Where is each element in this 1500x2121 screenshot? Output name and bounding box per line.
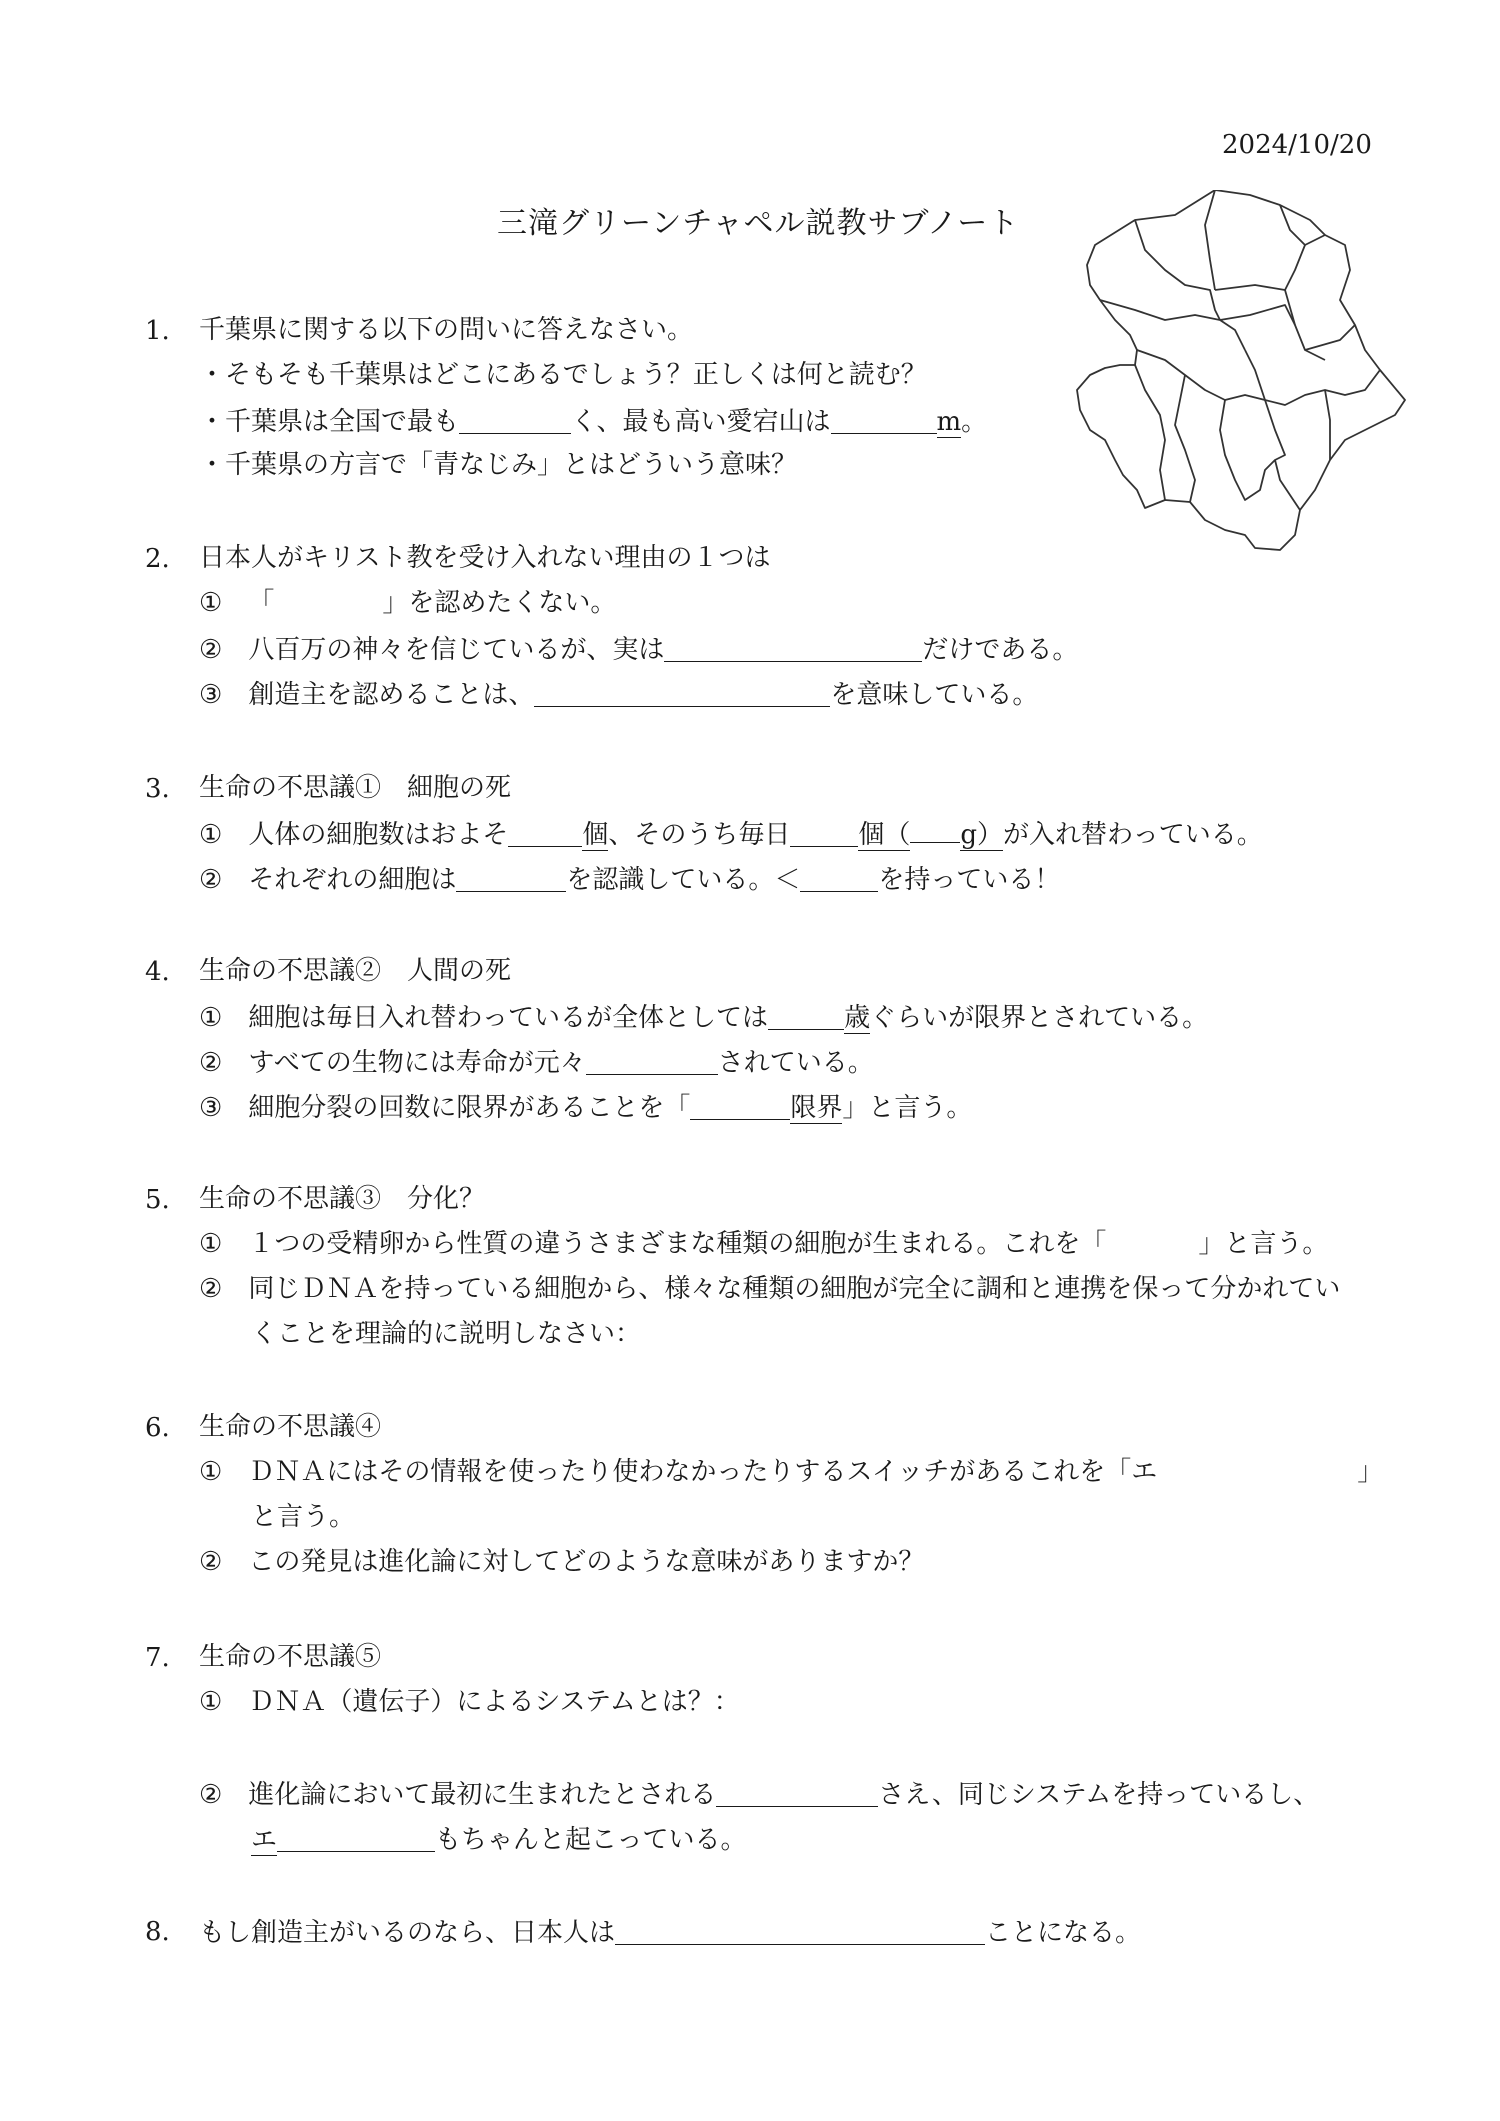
q3-item2: ② それぞれの細胞は を認識している。＜ を持っている！ (199, 865, 1061, 895)
q3-number: 3. (145, 774, 170, 804)
q1-line1: ・そもそも千葉県はどこにあるでしょう？正しくは何と読む？ (199, 360, 927, 390)
q7-blank-1[interactable] (716, 1780, 878, 1807)
q3-item1: ① 人体の細胞数はおよそ 個、そのうち毎日 個（ g）が入れ替わっている。 (199, 820, 1263, 850)
q5-number: 5. (145, 1185, 170, 1215)
q6-text: 生命の不思議④ (199, 1412, 382, 1442)
q3-text: 生命の不思議① 細胞の死 (199, 773, 512, 803)
page-title: 三滝グリーンチャペル説教サブノート (497, 206, 1020, 241)
q4-blank-3[interactable] (690, 1093, 790, 1120)
chiba-map-illustration (1075, 190, 1415, 560)
q2-item2: ② 八百万の神々を信じているが、実は だけである。 (199, 635, 1079, 665)
q7-text: 生命の不思議⑤ (199, 1642, 382, 1672)
date-label: 2024/10/20 (1222, 130, 1372, 160)
q2-number: 2. (145, 544, 170, 574)
q2-text: 日本人がキリスト教を受け入れない理由の１つは (199, 543, 771, 573)
q2-blank-2[interactable] (664, 635, 922, 662)
q2-item1: ① 「 」を認めたくない。 (199, 588, 617, 618)
q7-item2-cont: エ もちゃんと起こっている。 (251, 1825, 747, 1855)
q1-blank-b[interactable] (831, 407, 937, 434)
q6-item1: ① ＤＮＡにはその情報を使ったり使わなかったりするスイッチがあるこれを「エ 」 (199, 1457, 1384, 1487)
q2-item3: ③ 創造主を認めることは、 を意味している。 (199, 680, 1039, 710)
q2-blank-3[interactable] (534, 680, 830, 707)
q1-line3: ・千葉県の方言で「青なじみ」とはどういう意味？ (199, 450, 798, 480)
q4-text: 生命の不思議② 人間の死 (199, 956, 512, 986)
q6-number: 6. (145, 1413, 170, 1443)
q5-item2-cont: くことを理論的に説明しなさい： (251, 1319, 642, 1349)
q4-blank-2[interactable] (586, 1048, 718, 1075)
q7-item1: ① ＤＮＡ（遺伝子）によるシステムとは？： (199, 1687, 740, 1717)
q4-number: 4. (145, 957, 170, 987)
q5-item1: ① １つの受精卵から性質の違うさまざまな種類の細胞が生まれる。これを「 」と言う。 (199, 1229, 1329, 1259)
q8-number: 8. (145, 1917, 170, 1947)
q3-blank-1[interactable] (508, 820, 582, 847)
q4-item3: ③ 細胞分裂の回数に限界があることを「 限界」と言う。 (199, 1093, 973, 1123)
q8-text: もし創造主がいるのなら、日本人は ことになる。 (199, 1918, 1142, 1948)
q7-number: 7. (145, 1643, 170, 1673)
q5-text: 生命の不思議③ 分化？ (199, 1184, 486, 1214)
q6-item1-cont: と言う。 (251, 1502, 356, 1532)
q8-blank-1[interactable] (615, 1918, 985, 1945)
q1-blank-a[interactable] (459, 407, 571, 434)
q1-number: 1. (145, 316, 170, 346)
q3-blank-2[interactable] (790, 820, 858, 847)
q5-item2: ② 同じＤＮＡを持っている細胞から、様々な種類の細胞が完全に調和と連携を保って分かれてい (199, 1274, 1341, 1304)
q4-blank-1[interactable] (768, 1003, 844, 1030)
q7-blank-2[interactable] (277, 1825, 435, 1852)
q1-line2: ・千葉県は全国で最も く、最も高い愛宕山は m。 (199, 407, 988, 437)
q3-blank-3[interactable] (456, 865, 566, 892)
q4-item1: ① 細胞は毎日入れ替わっているが全体としては 歳ぐらいが限界とされている。 (199, 1003, 1209, 1033)
q3-blank-4[interactable] (800, 865, 878, 892)
q1-text: 千葉県に関する以下の問いに答えなさい。 (199, 315, 694, 345)
q6-item2: ② この発見は進化論に対してどのような意味がありますか？ (199, 1547, 925, 1577)
q7-item2: ② 進化論において最初に生まれたとされる さえ、同じシステムを持っているし、 (199, 1780, 1320, 1810)
q4-item2: ② すべての生物には寿命が元々 されている。 (199, 1048, 874, 1078)
